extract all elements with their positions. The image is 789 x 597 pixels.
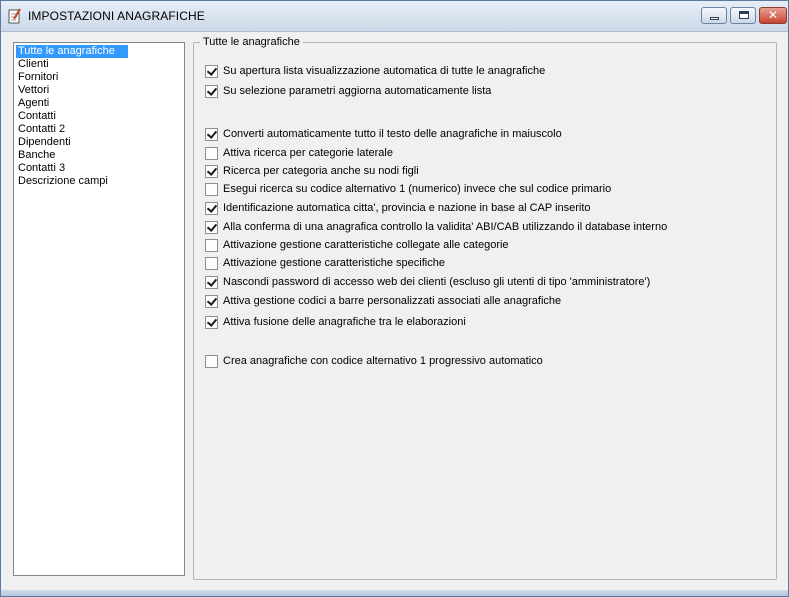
option-checkbox[interactable] (205, 202, 218, 215)
list-item-agenti[interactable]: Agenti (18, 97, 50, 109)
option-label[interactable]: Attiva fusione delle anagrafiche tra le elaborazioni (223, 316, 466, 328)
option-checkbox[interactable] (205, 65, 218, 78)
list-item-contatti-2[interactable]: Contatti 2 (18, 123, 66, 135)
option-label[interactable]: Ricerca per categoria anche su nodi figli (223, 165, 419, 177)
option-label[interactable]: Converti automaticamente tutto il testo delle anagrafiche in maiuscolo (223, 128, 562, 140)
option-label[interactable]: Crea anagrafiche con codice alternativo 1 progressivo automatico (223, 355, 543, 367)
option-checkbox[interactable] (205, 85, 218, 98)
list-item-dipendenti[interactable]: Dipendenti (18, 136, 71, 148)
option-checkbox[interactable] (205, 355, 218, 368)
option-label[interactable]: Attiva gestione codici a barre personalizzati associati alle anagrafiche (223, 295, 562, 307)
option-checkbox[interactable] (205, 165, 218, 178)
list-item-contatti[interactable]: Contatti (18, 110, 56, 122)
option-label[interactable]: Attivazione gestione caratteristiche specifiche (223, 257, 445, 269)
notepad-pen-icon (8, 8, 22, 24)
options-groupbox (193, 42, 777, 580)
option-checkbox[interactable] (205, 183, 218, 196)
minimize-icon (710, 17, 719, 20)
option-label[interactable]: Su selezione parametri aggiorna automaticamente lista (223, 85, 492, 97)
option-label[interactable]: Attiva ricerca per categorie laterale (223, 147, 393, 159)
option-label[interactable]: Attivazione gestione caratteristiche collegate alle categorie (223, 239, 509, 251)
option-checkbox[interactable] (205, 276, 218, 289)
maximize-icon (739, 11, 749, 19)
close-button[interactable] (759, 7, 787, 24)
window-bottom-border (1, 590, 788, 596)
option-label[interactable]: Esegui ricerca su codice alternativo 1 (numerico) invece che sul codice primario (223, 183, 612, 195)
list-item-fornitori[interactable]: Fornitori (18, 71, 59, 83)
maximize-button[interactable] (730, 7, 756, 24)
option-label[interactable]: Identificazione automatica citta', provincia e nazione in base al CAP inserito (223, 202, 591, 214)
groupbox-title: Tutte le anagrafiche (200, 35, 303, 49)
option-label[interactable]: Su apertura lista visualizzazione automatica di tutte le anagrafiche (223, 65, 546, 77)
option-checkbox[interactable] (205, 257, 218, 270)
option-checkbox[interactable] (205, 147, 218, 160)
list-item-descrizione-campi[interactable]: Descrizione campi (18, 175, 108, 187)
title-bar[interactable] (1, 1, 788, 32)
option-checkbox[interactable] (205, 221, 218, 234)
option-label[interactable]: Nascondi password di accesso web dei clienti (escluso gli utenti di tipo 'amministratore') (223, 276, 651, 288)
category-list[interactable] (13, 42, 185, 576)
list-item-contatti-3[interactable]: Contatti 3 (18, 162, 66, 174)
window-title: IMPOSTAZIONI ANAGRAFICHE (28, 9, 205, 23)
option-checkbox[interactable] (205, 316, 218, 329)
option-checkbox[interactable] (205, 128, 218, 141)
option-checkbox[interactable] (205, 239, 218, 252)
list-item-banche[interactable]: Banche (18, 149, 56, 161)
close-icon: ✕ (767, 8, 779, 22)
option-label[interactable]: Alla conferma di una anagrafica controllo la validita' ABI/CAB utilizzando il database interno (223, 221, 668, 233)
option-checkbox[interactable] (205, 295, 218, 308)
minimize-button[interactable] (701, 7, 727, 24)
list-item-clienti[interactable]: Clienti (18, 58, 49, 70)
list-item-tutte-le-anagrafiche[interactable]: Tutte le anagrafiche (16, 45, 128, 58)
list-item-vettori[interactable]: Vettori (18, 84, 50, 96)
